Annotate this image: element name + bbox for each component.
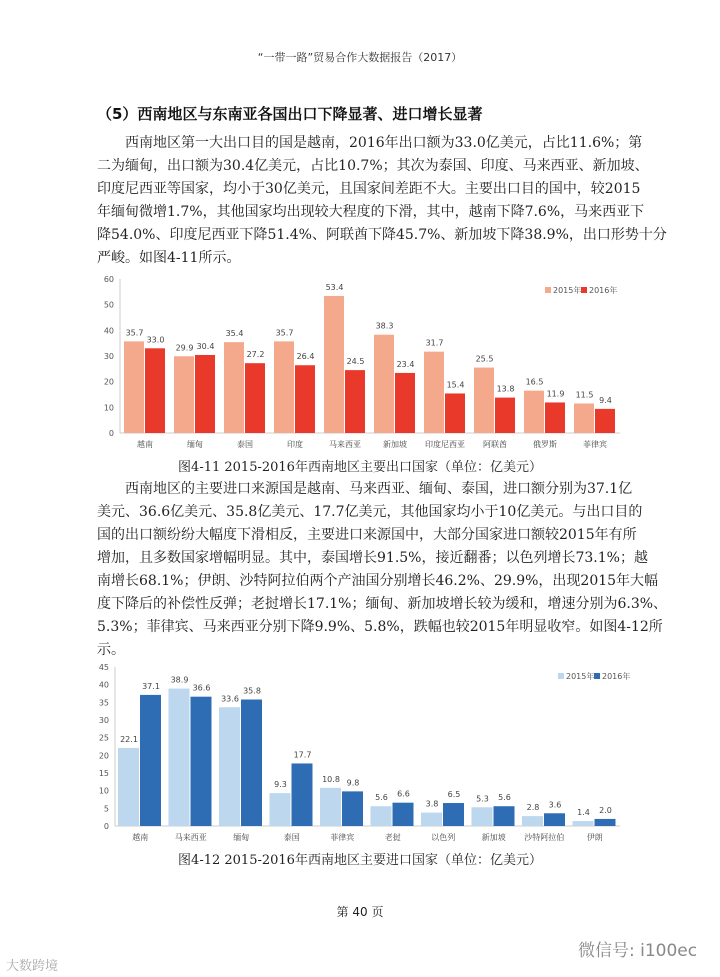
data-label: 33.6 bbox=[221, 694, 239, 704]
category-label: 菲律宾 bbox=[330, 833, 355, 842]
legend-label: 2016年 bbox=[602, 672, 631, 681]
legend-swatch bbox=[545, 287, 551, 293]
bar-2016年 bbox=[342, 791, 363, 826]
bar-2015年 bbox=[174, 356, 194, 433]
bar-2016年 bbox=[443, 803, 464, 826]
category-label: 俄罗斯 bbox=[533, 440, 557, 449]
paragraph-export bbox=[97, 132, 667, 270]
data-label: 10.8 bbox=[322, 774, 340, 784]
legend-label: 2015年 bbox=[553, 286, 582, 295]
import-bar-chart bbox=[95, 660, 631, 850]
y-tick-label: 60 bbox=[103, 275, 114, 284]
bar-2015年 bbox=[524, 391, 544, 433]
paragraph-import bbox=[97, 478, 668, 662]
figure-caption-4-12: 图4-12 2015-2016年西南地区主要进口国家（单位：亿美元） bbox=[178, 853, 542, 868]
paragraph-line: 西南地区第一大出口目的国是越南，2016年出口额为33.0亿美元，占比11.6%；第 bbox=[125, 135, 643, 151]
paragraph-line: 严峻。如图4-11所示。 bbox=[97, 250, 241, 266]
bar-2015年 bbox=[573, 821, 594, 826]
category-label: 菲律宾 bbox=[583, 440, 607, 449]
category-label: 老挝 bbox=[384, 833, 401, 842]
data-label: 35.7 bbox=[275, 328, 294, 338]
data-label: 35.7 bbox=[125, 328, 144, 338]
paragraph-line: 美元、36.6亿美元、35.8亿美元、17.7亿美元，其他国家均小于10亿美元。与出口目的 bbox=[97, 504, 643, 520]
data-label: 17.7 bbox=[293, 750, 312, 760]
y-tick-label: 20 bbox=[98, 751, 109, 761]
bar-2015年 bbox=[320, 788, 341, 826]
bar-2015年 bbox=[474, 368, 494, 433]
category-label: 新加坡 bbox=[383, 440, 407, 449]
y-tick-label: 50 bbox=[103, 300, 114, 310]
y-tick-label: 0 bbox=[103, 822, 109, 831]
y-tick-label: 30 bbox=[98, 716, 109, 725]
category-label: 印度 bbox=[287, 440, 303, 449]
category-label: 越南 bbox=[137, 440, 153, 449]
paragraph-line: 5.3%；菲律宾、马来西亚分别下降9.9%、5.8%，跌幅也较2015年明显收窄。如图4-12所 bbox=[97, 619, 663, 635]
bar-2016年 bbox=[145, 348, 165, 433]
report-header: “一带一路”贸易合作大数据报告（2017） bbox=[257, 51, 463, 64]
category-label: 沙特阿拉伯 bbox=[524, 833, 565, 842]
category-label: 越南 bbox=[132, 833, 149, 842]
data-label: 53.4 bbox=[325, 282, 344, 292]
bar-2016年 bbox=[241, 700, 262, 826]
data-label: 37.1 bbox=[142, 681, 160, 691]
category-label: 泰国 bbox=[283, 833, 300, 842]
data-label: 35.8 bbox=[243, 686, 261, 696]
data-label: 1.4 bbox=[577, 808, 590, 818]
bar-2016年 bbox=[393, 803, 414, 826]
data-label: 9.3 bbox=[274, 780, 287, 790]
data-label: 35.4 bbox=[225, 329, 244, 339]
bar-2015年 bbox=[169, 689, 190, 826]
bar-2016年 bbox=[595, 409, 615, 433]
data-label: 13.8 bbox=[496, 384, 515, 394]
data-label: 6.6 bbox=[397, 789, 410, 799]
paragraph-line: 国的出口额纷纷大幅度下滑相反，主要进口来源国中，大部分国家进口额较2015年有所 bbox=[97, 527, 637, 543]
category-label: 阿联酋 bbox=[483, 440, 507, 449]
y-tick-label: 45 bbox=[98, 663, 109, 672]
data-label: 23.4 bbox=[396, 359, 415, 369]
data-label: 33.0 bbox=[146, 335, 165, 345]
y-tick-label: 10 bbox=[98, 786, 109, 796]
paragraph-line: 示。 bbox=[97, 642, 125, 658]
bar-2016年 bbox=[195, 355, 215, 433]
data-label: 2.8 bbox=[526, 803, 540, 813]
legend-swatch bbox=[594, 673, 600, 679]
data-label: 30.4 bbox=[196, 341, 215, 351]
bar-2016年 bbox=[544, 813, 565, 826]
bar-2016年 bbox=[494, 806, 515, 826]
watermark-right: 微信号: i100ec bbox=[578, 941, 698, 961]
bar-2016年 bbox=[295, 365, 315, 433]
data-label: 31.7 bbox=[425, 338, 444, 348]
bar-2015年 bbox=[270, 793, 291, 826]
bar-2015年 bbox=[118, 748, 139, 826]
page-number: 第 40 页 bbox=[336, 905, 384, 919]
data-label: 5.6 bbox=[375, 793, 388, 803]
y-tick-label: 25 bbox=[98, 733, 109, 743]
y-tick-label: 40 bbox=[103, 326, 114, 336]
legend-swatch bbox=[558, 673, 564, 679]
y-tick-label: 20 bbox=[103, 377, 114, 387]
bar-2016年 bbox=[140, 695, 161, 826]
data-label: 9.8 bbox=[346, 778, 360, 788]
paragraph-line: 南增长68.1%；伊朗、沙特阿拉伯两个产油国分别增长46.2%、29.9%，出现2015年大幅 bbox=[97, 573, 659, 589]
category-label: 马来西亚 bbox=[329, 440, 361, 449]
y-tick-label: 10 bbox=[103, 403, 114, 413]
data-label: 11.9 bbox=[546, 389, 565, 399]
bar-2016年 bbox=[445, 393, 465, 433]
bar-2016年 bbox=[191, 697, 212, 826]
export-bar-chart bbox=[95, 270, 625, 460]
data-label: 38.3 bbox=[375, 321, 394, 331]
data-label: 26.4 bbox=[296, 352, 315, 362]
data-label: 5.6 bbox=[498, 793, 511, 803]
y-tick-label: 30 bbox=[103, 352, 114, 361]
bar-2015年 bbox=[324, 296, 344, 433]
section-heading: （5）西南地区与东南亚各国出口下降显著、进口增长显著 bbox=[97, 105, 483, 123]
paragraph-line: 西南地区的主要进口来源国是越南、马来西亚、缅甸、泰国，进口额分别为37.1亿 bbox=[125, 481, 633, 497]
paragraph-line: 度下降后的补偿性反弹；老挝增长17.1%；缅甸、新加坡增长较为缓和，增速分别为6.3%、 bbox=[97, 596, 668, 612]
bar-2015年 bbox=[522, 816, 543, 826]
legend-label: 2015年 bbox=[566, 672, 595, 681]
bar-2015年 bbox=[219, 707, 240, 826]
bar-2015年 bbox=[574, 403, 594, 433]
bar-2015年 bbox=[371, 806, 392, 826]
y-tick-label: 0 bbox=[108, 429, 114, 438]
legend-swatch bbox=[581, 287, 587, 293]
paragraph-line: 印度尼西亚等国家，均小于30亿美元，且国家间差距不大。主要出口目的国中，较2015 bbox=[97, 181, 641, 197]
category-label: 伊朗 bbox=[586, 833, 603, 842]
category-label: 缅甸 bbox=[233, 833, 250, 842]
category-label: 马来西亚 bbox=[174, 833, 207, 842]
bar-2016年 bbox=[292, 763, 313, 826]
bar-2015年 bbox=[224, 342, 244, 433]
data-label: 36.6 bbox=[192, 683, 211, 693]
data-label: 24.5 bbox=[346, 357, 365, 367]
bar-2015年 bbox=[421, 813, 442, 826]
category-label: 新加坡 bbox=[481, 833, 506, 842]
category-label: 印度尼西亚 bbox=[425, 440, 465, 449]
figure-caption-4-11: 图4-11 2015-2016年西南地区主要出口国家（单位：亿美元） bbox=[178, 460, 542, 475]
watermark-left: 大数跨境 bbox=[6, 959, 59, 974]
data-label: 11.5 bbox=[575, 390, 594, 400]
bar-2015年 bbox=[274, 341, 294, 433]
y-tick-label: 15 bbox=[98, 769, 109, 778]
data-label: 3.8 bbox=[425, 799, 439, 809]
data-label: 38.9 bbox=[170, 675, 189, 685]
paragraph-line: 降54.0%、印度尼西亚下降51.4%、阿联酋下降45.7%、新加坡下降38.9%，出口形势十分 bbox=[97, 227, 667, 243]
bar-2016年 bbox=[245, 363, 265, 433]
category-label: 以色列 bbox=[431, 833, 456, 842]
data-label: 25.5 bbox=[475, 354, 494, 364]
bar-2016年 bbox=[345, 370, 365, 433]
data-label: 5.3 bbox=[476, 794, 489, 804]
paragraph-line: 增加，且多数国家增幅明显。其中，泰国增长91.5%，接近翻番；以色列增长73.1%；越 bbox=[97, 550, 648, 566]
legend-label: 2016年 bbox=[589, 286, 618, 295]
data-label: 22.1 bbox=[120, 734, 138, 744]
bar-2016年 bbox=[595, 819, 616, 826]
y-tick-label: 5 bbox=[103, 804, 109, 814]
data-label: 2.0 bbox=[599, 805, 612, 815]
bar-2016年 bbox=[395, 373, 415, 433]
data-label: 9.4 bbox=[599, 395, 612, 405]
data-label: 16.5 bbox=[525, 377, 544, 387]
category-label: 缅甸 bbox=[187, 440, 203, 449]
data-label: 15.4 bbox=[446, 380, 465, 390]
bar-2015年 bbox=[424, 352, 444, 433]
bar-2015年 bbox=[124, 341, 144, 433]
bar-2015年 bbox=[472, 807, 493, 826]
data-label: 6.5 bbox=[447, 790, 461, 800]
paragraph-line: 二为缅甸，出口额为30.4亿美元，占比10.7%；其次为泰国、印度、马来西亚、新加坡、 bbox=[97, 158, 649, 174]
bar-2015年 bbox=[374, 335, 394, 433]
category-label: 泰国 bbox=[237, 440, 253, 449]
bar-2016年 bbox=[545, 402, 565, 433]
data-label: 29.9 bbox=[175, 343, 194, 353]
bar-2016年 bbox=[495, 398, 515, 433]
y-tick-label: 40 bbox=[98, 680, 109, 690]
data-label: 3.6 bbox=[548, 800, 562, 810]
paragraph-line: 年缅甸微增1.7%，其他国家均出现较大程度的下滑，其中，越南下降7.6%，马来西亚下 bbox=[97, 204, 645, 220]
y-tick-label: 35 bbox=[98, 698, 109, 708]
data-label: 27.2 bbox=[246, 350, 265, 360]
